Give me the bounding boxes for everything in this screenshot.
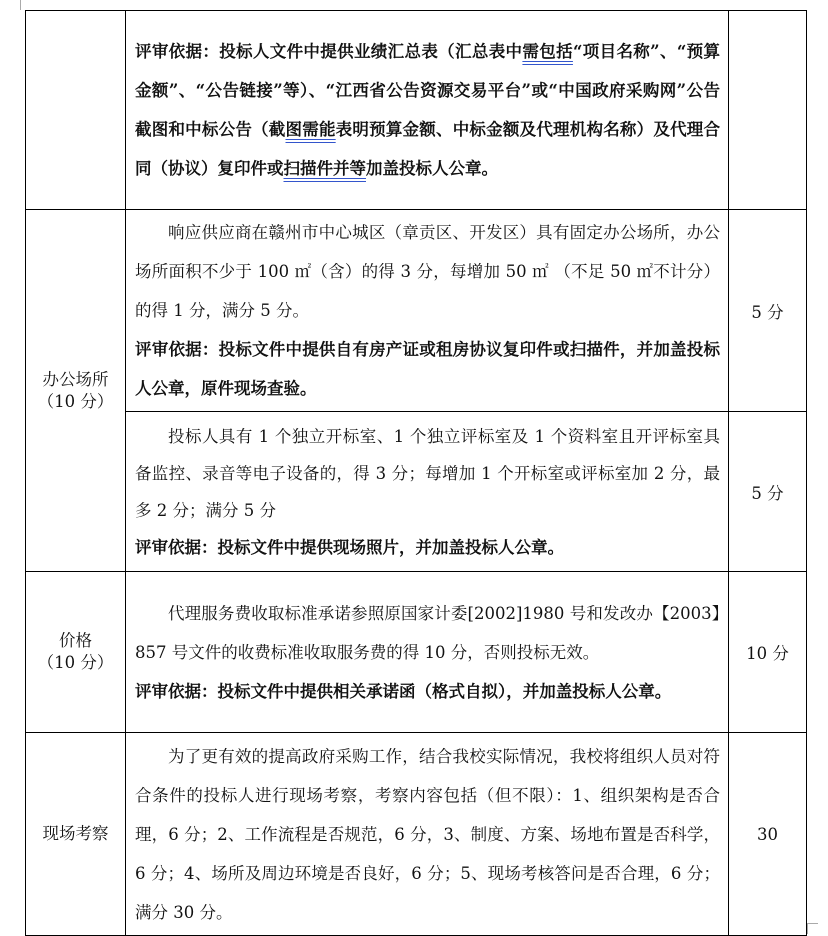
criterion-description: 响应供应商在赣州市中心城区（章贡区、开发区）具有固定办公场所，办公场所面积不少于 100 ㎡（含）的得 3 分，每增加 50 ㎡ （不足 50 ㎡不计分）的得 1 分，满分 5 分。 [135, 223, 720, 320]
evaluation-basis: 评审依据：投标文件中提供现场照片，并加盖投标人公章。 [135, 537, 564, 557]
score-value: 5 分 [729, 210, 807, 412]
underlined-text: 图需能 [285, 120, 336, 139]
page-corner-mark-bottom [807, 923, 818, 934]
table-row-qualification-continuation [26, 11, 807, 210]
category-name: 价格 [59, 631, 92, 650]
category-cell-empty [26, 11, 126, 210]
underlined-text: 扫描件并等 [283, 159, 366, 178]
score-value: 5 分 [729, 412, 807, 572]
underlined-text: 需包括 [522, 42, 573, 61]
category-name: 现场考察 [42, 824, 109, 843]
content-cell [126, 210, 729, 412]
content-cell [126, 412, 729, 572]
table-row-price [26, 572, 807, 733]
table-row-inspection [26, 733, 807, 936]
category-name: 办公场所 [42, 369, 109, 389]
criterion-description: 代理服务费收取标准承诺参照原国家计委[2002]1980 号和发改办【2003】857 号文件的收费标准收取服务费的得 10 分，否则投标无效。 [135, 603, 720, 662]
table-row-office-1 [26, 210, 807, 412]
content-cell [126, 733, 729, 936]
scoring-table [25, 10, 807, 936]
evaluation-basis: 评审依据：投标文件中提供自有房产证或租房协议复印件或扫描件，并加盖投标人公章，原件现场查验。 [135, 340, 720, 398]
criterion-description: 为了更有效的提高政府采购工作，结合我校实际情况，我校将组织人员对符合条件的投标人进行现场考察，考察内容包括（但不限）：1、组织架构是否合理，6 分；2、工作流程是否规范，6 分，3、制度、方案、场地布置是否科学，6 分；4、场所及周边环境是否良好，6 分；5、现场考核答问是否合理，6 分；满分 30 分。 [135, 746, 720, 922]
score-value: 10 分 [729, 572, 807, 733]
category-points: （10 分） [37, 653, 114, 672]
category-cell-price [26, 572, 126, 733]
content-cell [126, 11, 729, 210]
category-cell-inspection [26, 733, 126, 936]
score-cell-empty [729, 11, 807, 210]
category-cell-office [26, 210, 126, 572]
content-cell [126, 572, 729, 733]
page-corner-mark-top [10, 0, 21, 10]
score-value: 30 [729, 733, 807, 936]
criterion-description: 投标人具有 1 个独立开标室、1 个独立评标室及 1 个资料室且开评标室具备监控、录音等电子设备的，得 3 分；每增加 1 个开标室或评标室加 2 分，最多 2 分；满分 5 分 [135, 426, 720, 520]
evaluation-basis: 评审依据：投标文件中提供相关承诺函（格式自拟），并加盖投标人公章。 [135, 681, 672, 701]
evaluation-basis: 评审依据：投标人文件中提供业绩汇总表（汇总表中需包括“项目名称”、“预算金额”、“公告链接”等）、“江西省公告资源交易平台”或“中国政府采购网”公告截图和中标公告（截图需能表明预算金额、中标金额及代理机构名称）及代理合同（协议）复印件或扫描件并等加盖投标人公章。 [135, 42, 721, 178]
category-points: （10 分） [37, 391, 114, 411]
table-row-office-2 [26, 412, 807, 572]
